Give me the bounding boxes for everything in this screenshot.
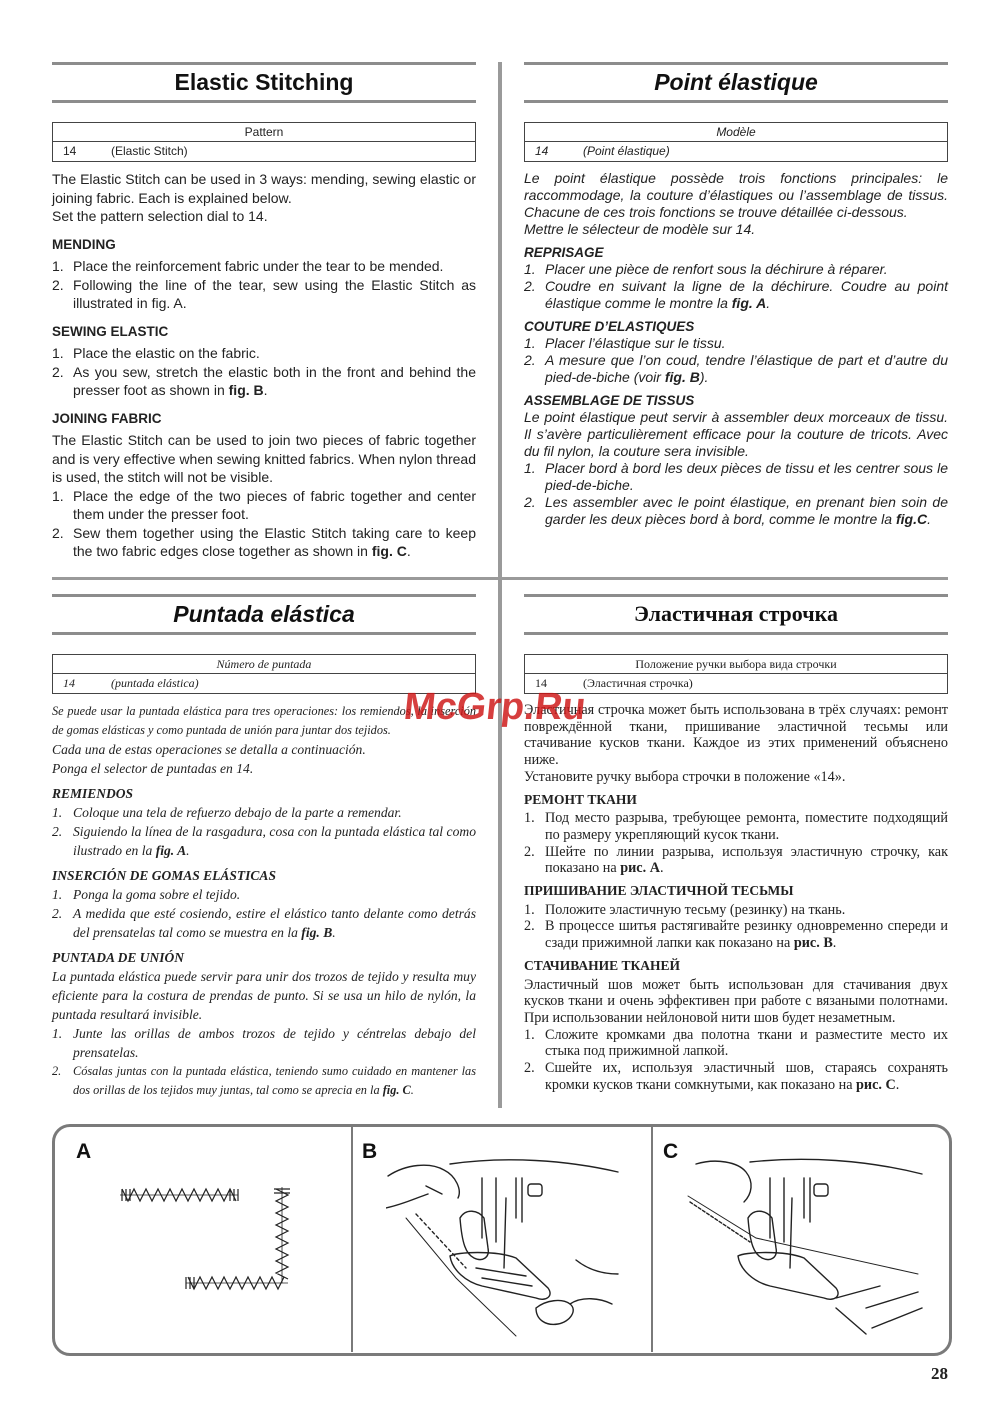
section-spanish (52, 594, 476, 1100)
vertical-divider (498, 62, 502, 1108)
intro-text: Le point élastique possède trois fonctions principales: le raccommodage, la couture d’élastiques ou l’assemblage de tissus. Chacune de ces trois fonctions se trouve détaillée ci-dessous. (524, 170, 948, 220)
pattern-name: (Эластичная строчка) (583, 676, 693, 690)
subheading-remiendos: REMIENDOS (52, 786, 134, 801)
list-item: 1. Junte las orillas de ambos trozos de tejido y céntrelas debajo del prensatelas. (52, 1026, 476, 1060)
subheading-mending: MENDING (52, 236, 116, 252)
list-item: 2. Siguiendo la línea de la rasgadura, cosa con la puntada elástica tal como ilustrado en la fig. A. (52, 824, 476, 858)
list-item: 2. Cósalas juntas con la puntada elástica, teniendo sumo cuidado en mantener las dos orillas de los tejidos muy juntas, tal como se aprecia en la fig. C. (52, 1064, 476, 1097)
list-item: 1. Place the reinforcement fabric under the tear to be mended. (52, 258, 444, 274)
horizontal-divider (52, 577, 948, 580)
section-english (52, 62, 476, 561)
list-item: 2. В процессе шитья растягивайте резинку одновременно спереди и сзади прижимной лапки как показано на рис. В. (524, 918, 948, 952)
pattern-table-row (525, 674, 947, 693)
figure-b-illustration (386, 1158, 622, 1338)
pattern-table-row (525, 142, 947, 161)
figure-separator (651, 1126, 653, 1352)
list-item: 2. Sew them together using the Elastic Stitch taking care to keep the two fabric edges close together as shown in fig. C. (52, 524, 476, 559)
pattern-name: (Elastic Stitch) (111, 144, 188, 158)
list-item: 2. Сшейте их, используя эластичный шов, стараясь сохранять кромки кусков ткани сомкнутыми, как показано на рис. С. (524, 1060, 948, 1093)
pattern-table (52, 122, 476, 162)
list-item: 2. Шейте по линии разрыва, используя эластичную строчку, как показано на рис. А. (524, 843, 948, 877)
figure-reference: fig. C (371, 543, 407, 559)
list-item: 1. Placer une pièce de renfort sous la déchirure à réparer. (524, 261, 888, 277)
section-title: Puntada elástica (52, 594, 476, 635)
list-item: 1. Ponga la goma sobre el tejido. (52, 887, 241, 902)
pattern-number: 14 (535, 144, 549, 158)
intro-text: The Elastic Stitch can be used in 3 ways: mending, sewing elastic or joining fabric. Each is explained below. (52, 171, 476, 206)
list-item: 1. Place the edge of the two pieces of fabric together and center them under the presser foot. (52, 487, 476, 522)
figure-a-label: A (76, 1140, 92, 1163)
section-body (52, 170, 476, 561)
section-title: Эластичная строчка (524, 594, 948, 635)
list-item: 1. Placer l’élastique sur le tissu. (524, 335, 726, 351)
intro-text-2: Установите ручку выбора строчки в положение «14». (524, 768, 846, 785)
figure-reference: fig. A (731, 295, 767, 311)
section-title: Point élastique (524, 62, 948, 103)
subheading-elastic: ПРИШИВАНИЕ ЭЛАСТИЧНОЙ ТЕСЬМЫ (524, 883, 794, 899)
figure-separator (351, 1126, 353, 1352)
page-number: 28 (931, 1364, 948, 1383)
joining-text: Le point élastique peut servir à assembler deux morceaux de tissu. Il s’avère particulièrement efficace pour la couture de tricots. Avec du fil nylon, la couture sera invisible. (524, 409, 948, 459)
figure-c-label: C (663, 1140, 679, 1163)
figure-reference: fig.C (895, 511, 928, 527)
section-body (524, 702, 948, 1093)
list-item: 2. A mesure que l’on coud, tendre l’élastique de part et d’autre du pied-de-biche (voir fig. B). (524, 352, 948, 385)
pattern-name: (Point élastique) (583, 144, 670, 158)
subheading-repair: РЕМОНТ ТКАНИ (524, 791, 637, 807)
figure-reference: fig. B (664, 369, 700, 385)
watermark-text: McGrp.Ru (401, 686, 588, 728)
figure-reference: рис. В (793, 935, 833, 952)
section-french (524, 62, 948, 528)
list-item: 2. A medida que esté cosiendo, estire el elástico tanto delante como detrás del prensatelas tal como se muestra en la fig. B. (52, 906, 476, 940)
pattern-number: 14 (63, 144, 77, 158)
pattern-number: 14 (535, 676, 547, 690)
list-item: 2. Following the line of the tear, sew using the Elastic Stitch as illustrated in fig. A. (52, 276, 476, 311)
joining-text: Эластичный шов может быть использован для стачивания двух кусков ткани и очень эффективен при работе с вязаными полотнами. При использовании нейлоновой нити шов будет незаметным. (524, 976, 948, 1026)
figure-reference: fig. C (382, 1083, 411, 1097)
subheading-joining-fabric: JOINING FABRIC (52, 410, 162, 426)
pattern-number: 14 (63, 676, 75, 690)
list-item: 2. Coudre en suivant la ligne de la déchirure. Coudre au point élastique comme le montre la fig. A. (524, 278, 948, 311)
section-body (524, 170, 948, 528)
list-item: 1. Под место разрыва, требующее ремонта, поместите подходящий по размеру укрепляющий кусок ткани. (524, 810, 948, 843)
intro-text: Se puede usar la puntada elástica para tres operaciones: los remiendos, la inserción de gomas elásticas y como puntada de unión para juntar dos tejidos. (52, 704, 476, 737)
list-item: 2. As you sew, stretch the elastic both in the front and behind the presser foot as shown in fig. B. (52, 363, 476, 398)
list-item: 1. Положите эластичную тесьму (резинку) на ткань. (524, 901, 846, 918)
figure-b-label: B (362, 1140, 378, 1163)
list-item: 2. Les assembler avec le point élastique, en prenant bien soin de garder les deux pièces bord à bord, comme le montre la fig.C. (524, 494, 948, 527)
figure-reference: fig. B (228, 382, 264, 398)
pattern-table-header: Número de puntada (53, 655, 475, 674)
figure-reference: fig. A (155, 843, 187, 858)
subheading-couture-elastiques: COUTURE D’ELASTIQUES (524, 319, 695, 334)
intro-text-2: Mettre le sélecteur de modèle sur 14. (524, 221, 756, 237)
figure-reference: рис. С (856, 1076, 896, 1093)
pattern-table-header: Modèle (525, 123, 947, 142)
pattern-name: (puntada elástica) (111, 676, 199, 690)
figure-reference: рис. А (620, 860, 660, 877)
figure-reference: fig. B (301, 925, 333, 940)
section-body (52, 702, 476, 1100)
pattern-table (524, 122, 948, 162)
section-russian (524, 594, 948, 1093)
list-item: 1. Сложите кромками два полотна ткани и разместите место их стыка под прижимной лапкой. (524, 1026, 948, 1060)
pattern-table-row (53, 142, 475, 161)
joining-text: La puntada elástica puede servir para unir dos trozos de tejido y resulta muy eficiente para la costura de prendas de punto. Si se usa un hilo de nylón, la puntada resultará invisible. (52, 969, 476, 1022)
pattern-table-header: Pattern (53, 123, 475, 142)
list-item: 1. Coloque una tela de refuerzo debajo de la parte a remendar. (52, 805, 402, 820)
subheading-reprisage: REPRISAGE (524, 245, 604, 260)
subheading-insercion: INSERCIÓN DE GOMAS ELÁSTICAS (52, 868, 276, 883)
joining-text: The Elastic Stitch can be used to join two pieces of fabric together and is very effective when sewing knitted fabrics. When nylon thread is used, the stitch will not be visible. (52, 432, 476, 485)
section-title: Elastic Stitching (52, 62, 476, 103)
pattern-table-header: Положение ручки выбора вида строчки (525, 655, 947, 674)
subheading-union: PUNTADA DE UNIÓN (52, 950, 185, 965)
list-item: 1. Placer bord à bord les deux pièces de tissu et les centrer sous le pied-de-biche. (524, 460, 948, 493)
subheading-assemblage: ASSEMBLAGE DE TISSUS (524, 393, 695, 408)
figure-c-illustration (686, 1158, 926, 1340)
figure-a-illustration (110, 1175, 310, 1295)
intro-text: Эластичная строчка может быть использована в трёх случаях: ремонт повреждённой ткани, пришивание эластичной тесьмы или стачивание кусков ткани. Каждое из этих применений объяснено ниже. (524, 702, 948, 769)
subheading-joining: СТАЧИВАНИЕ ТКАНЕЙ (524, 957, 681, 973)
intro-text-2: Cada una de estas operaciones se detalla a continuación. (52, 742, 366, 757)
intro-text-3: Ponga el selector de puntadas en 14. (52, 761, 254, 776)
list-item: 1. Place the elastic on the fabric. (52, 345, 260, 361)
intro-text-2: Set the pattern selection dial to 14. (52, 208, 268, 224)
subheading-sewing-elastic: SEWING ELASTIC (52, 323, 169, 339)
